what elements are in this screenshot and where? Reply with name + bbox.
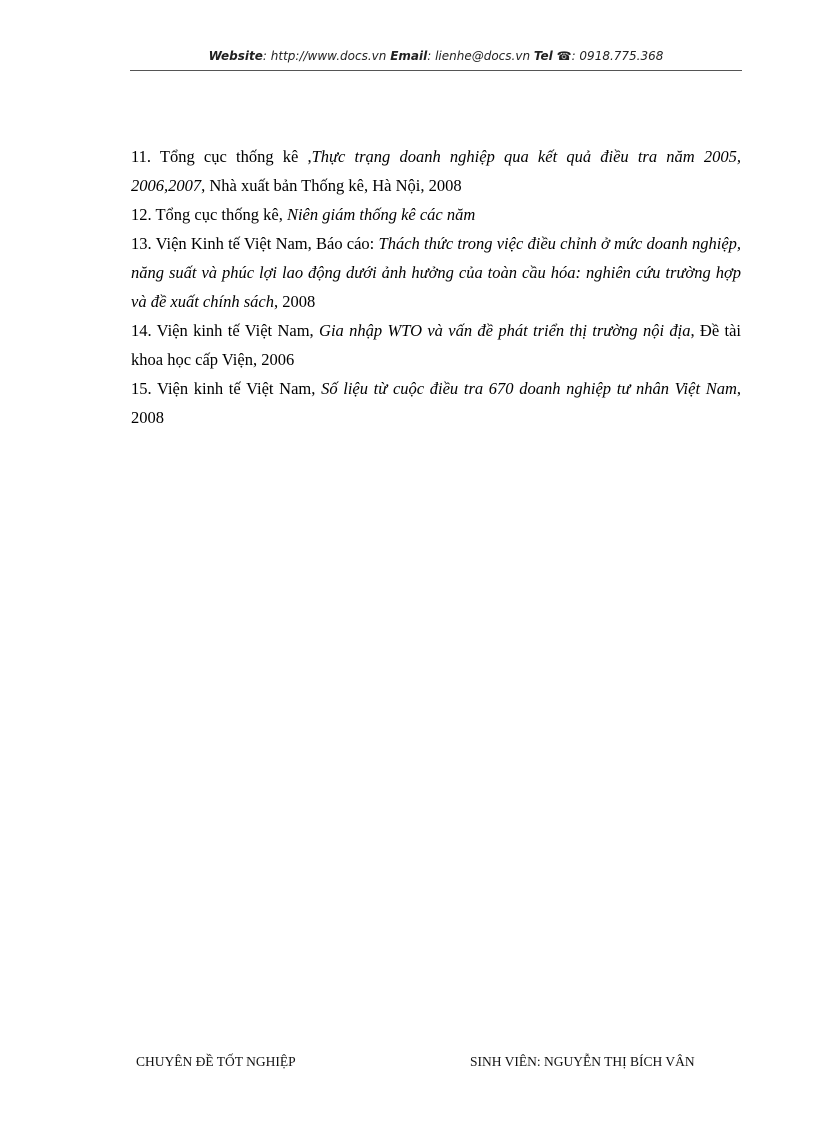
header-divider bbox=[130, 70, 742, 71]
tel-label: Tel bbox=[533, 49, 553, 63]
reference-author: Viện kinh tế Việt Nam, bbox=[157, 379, 316, 398]
reference-rest: , Đề tài khoa học cấp Viện, 2006 bbox=[131, 321, 741, 369]
footer-left: CHUYÊN ĐỀ TỐT NGHIỆP bbox=[136, 1054, 296, 1069]
reference-number: 13. bbox=[131, 234, 152, 253]
reference-author: Tổng cục thống kê, bbox=[155, 205, 283, 224]
phone-icon: ☎ bbox=[556, 49, 572, 63]
email-value[interactable]: : lienhe@docs.vn bbox=[427, 49, 531, 63]
page-header bbox=[130, 49, 742, 63]
reference-number: 11. bbox=[131, 147, 152, 166]
reference-rest: , Nhà xuất bản Thống kê, Hà Nội, 2008 bbox=[201, 176, 462, 195]
reference-item-13 bbox=[131, 229, 741, 316]
reference-title: Số liệu từ cuộc điều tra 670 doanh nghiệp tư nhân Việt Nam bbox=[321, 379, 737, 398]
footer-right: SINH VIÊN: NGUYỄN THỊ BÍCH VÂN bbox=[470, 1054, 695, 1069]
reference-title: Thách thức trong việc điều chỉnh ở mức doanh nghiệp, năng suất và phúc lợi lao động dưới ảnh hưởng của toàn cầu hóa: nghiên cứu trường hợp và đề xuất chính sách bbox=[131, 234, 742, 311]
reference-title: Thực trạng doanh nghiệp qua kết quả điều tra năm 2005, 2006,2007 bbox=[131, 147, 741, 195]
reference-item-12 bbox=[131, 200, 741, 229]
reference-author: Tổng cục thống kê , bbox=[159, 147, 312, 166]
website-value[interactable]: : http://www.docs.vn bbox=[262, 49, 387, 63]
reference-title: Gia nhập WTO và vấn đề phát triển thị trường nội địa bbox=[319, 321, 691, 340]
reference-number: 15. bbox=[131, 379, 152, 398]
reference-number: 14. bbox=[131, 321, 152, 340]
reference-title: Niên giám thống kê các năm bbox=[286, 205, 476, 224]
reference-rest: , 2008 bbox=[131, 379, 742, 427]
website-label: Website bbox=[208, 49, 263, 63]
tel-value: : 0918.775.368 bbox=[571, 49, 664, 63]
reference-item-15 bbox=[131, 374, 741, 432]
reference-item-14 bbox=[131, 316, 741, 374]
reference-list bbox=[131, 142, 741, 432]
reference-rest: , 2008 bbox=[273, 292, 316, 311]
reference-number: 12. bbox=[131, 205, 152, 224]
reference-item-11 bbox=[131, 142, 741, 200]
email-label: Email bbox=[390, 49, 428, 63]
reference-author: Viện Kinh tế Việt Nam, Báo cáo: bbox=[155, 234, 375, 253]
reference-author: Viện kinh tế Việt Nam, bbox=[156, 321, 314, 340]
